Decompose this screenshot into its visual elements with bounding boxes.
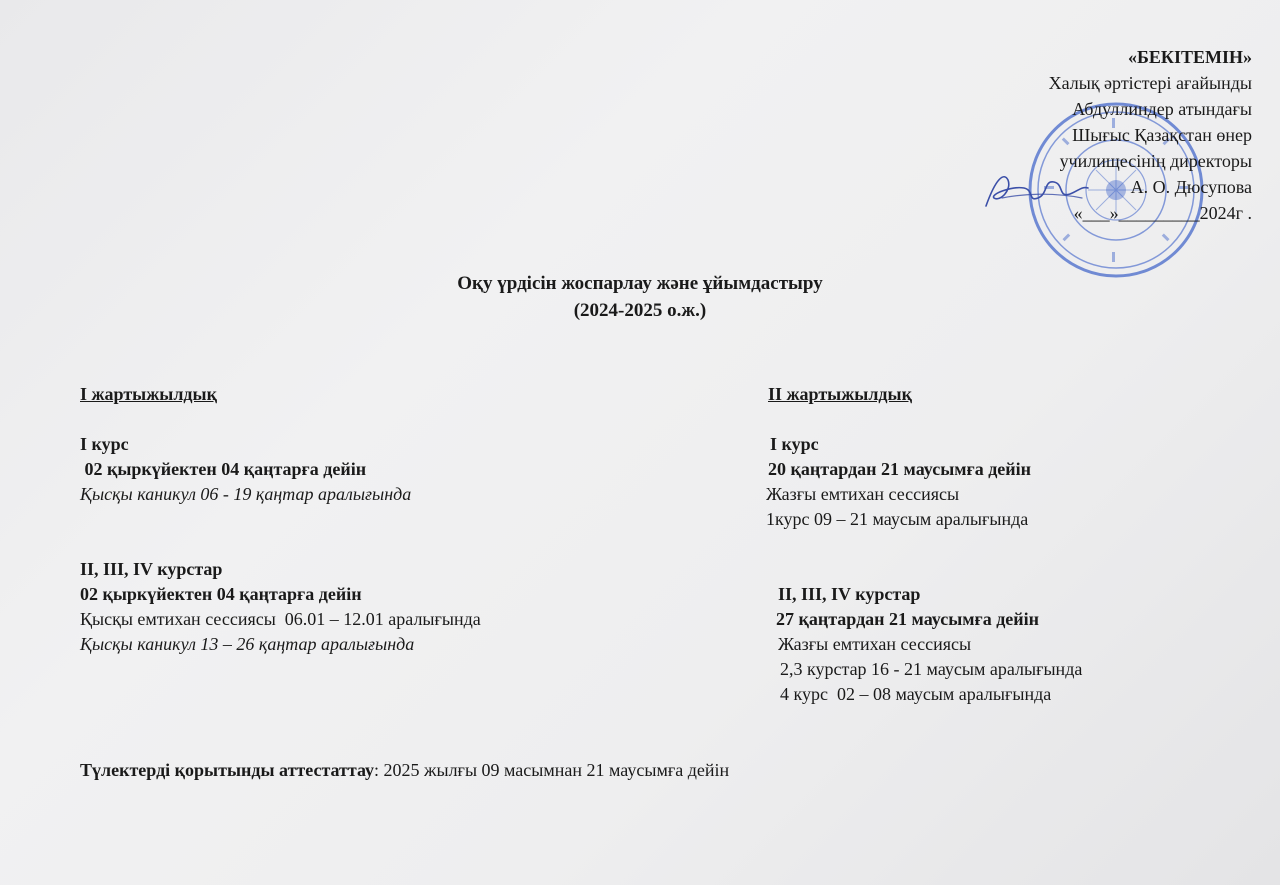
final-attestation xyxy=(80,758,729,783)
title-line-2: (2024-2025 о.ж.) xyxy=(573,300,707,321)
final-attestation-label: Түлектерді қорытынды аттестаттау xyxy=(80,760,375,780)
semester-2-course-4-session-dates: 4 курс 02 – 08 маусым аралығында xyxy=(780,684,1052,704)
semester-1-courses-234-period: 02 қыркүйектен 04 қаңтарға дейін xyxy=(80,584,362,604)
title-line-1: Оқу үрдісін жоспарлау және ұйымдастыру xyxy=(457,273,823,294)
semester-1-heading: I жартыжылдық xyxy=(80,384,217,404)
approval-block xyxy=(892,44,1252,226)
semester-1-course-1-period: 02 қыркүйектен 04 қаңтарға дейін xyxy=(80,459,367,479)
approval-line: Абдуллиндер атындағы xyxy=(1072,99,1252,119)
semester-1-courses-234-label: II, III, IV курстар xyxy=(80,559,223,579)
approval-heading: «БЕКІТЕМІН» xyxy=(1128,47,1252,67)
approval-line: Халық әртістері ағайынды xyxy=(1048,73,1252,93)
semester-2-course-1-period: 20 қаңтардан 21 маусымға дейін xyxy=(768,459,1032,479)
semester-1-course-1-vacation: Қысқы каникул 06 - 19 қаңтар аралығында xyxy=(80,484,412,504)
approval-line: училищесінің директоры xyxy=(1059,151,1252,171)
semester-2-courses-234-period: 27 қаңтардан 21 маусымға дейін xyxy=(776,609,1040,629)
semester-1-courses-234-session: Қысқы емтихан сессиясы 06.01 – 12.01 аралығында xyxy=(80,609,481,629)
approval-line: Шығыс Қазақстан өнер xyxy=(1072,125,1252,145)
semester-2-course-1-session: Жазғы емтихан сессиясы xyxy=(766,484,960,504)
semester-2-courses-234-label: II, III, IV курстар xyxy=(778,584,921,604)
semester-2-column xyxy=(762,382,1202,707)
approval-director-name: А. О. Дюсупова xyxy=(1130,177,1252,197)
approval-date-line: «___»_________2024г . xyxy=(1073,203,1252,223)
semester-1-courses-234-vacation: Қысқы каникул 13 – 26 қаңтар аралығында xyxy=(80,634,415,654)
final-attestation-text: : 2025 жылғы 09 масымнан 21 маусымға дейін xyxy=(374,760,730,780)
semester-1-course-1-label: I курс xyxy=(80,434,129,454)
document-title xyxy=(0,270,1280,324)
semester-2-course-1-label: I курс xyxy=(770,434,819,454)
semester-2-course-1-session-dates: 1курс 09 – 21 маусым аралығында xyxy=(766,509,1029,529)
semester-2-courses-234-session: Жазғы емтихан сессиясы xyxy=(778,634,972,654)
semester-2-heading: II жартыжылдық xyxy=(768,384,912,404)
semester-2-courses-23-session-dates: 2,3 курстар 16 - 21 маусым аралығында xyxy=(780,659,1083,679)
semester-1-column xyxy=(80,382,680,657)
